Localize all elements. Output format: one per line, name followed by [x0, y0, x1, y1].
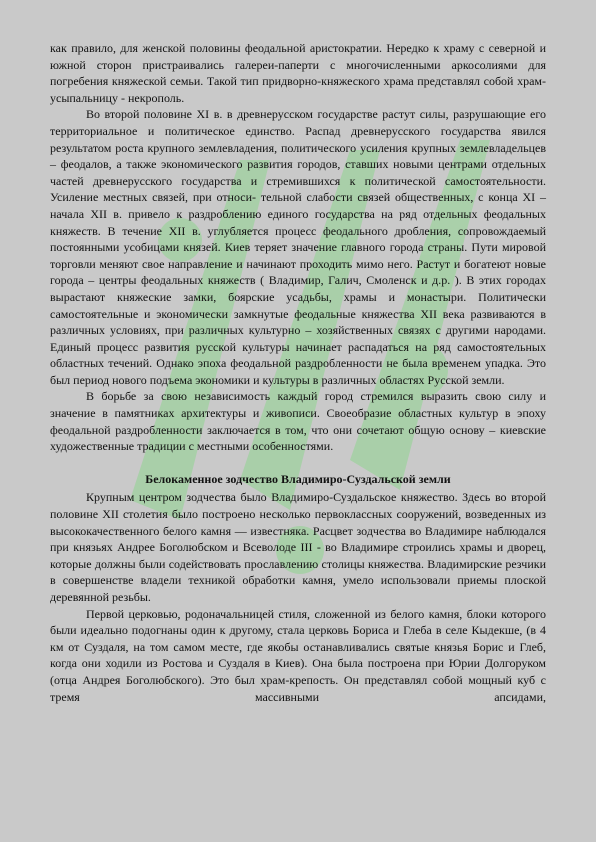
paragraph: Первой церковью, родоначальницей стиля, сложенной из белого камня, блоки которого были идеально подогнаны один к другому, стала церковь Бориса и Глеба в селе Кыдекше, (в 4 км от Суздаля, на том самом месте, где якобы останавливались святые князья Борис и Глеб, когда они ходили из Ростова и Суздаля в Киев). Она была построена при Юрии Долгоруком (отца Андрея Боголюбского). Это был храм-крепость. Он представлял собой мощный куб с тремя массивными апсидами,: [50, 606, 546, 704]
paragraph: Во второй половине XI в. в древнерусском государстве растут силы, разрушающие его территориальное и политическое единство. Распад древнерусского государства явился результатом роста крупного землевладения, политического усиления крупных землевладельцев – феодалов, а также экономического развития городов, ставших новыми центрами отдельных частей древнерусского государства и стремившихся к политической самостоятельности. Усиление местных связей, при относи- тельной слабости связей общественных, с конца XI –начала XII в. привело к раздроблению единого государства на ряд отдельных феодальных княжеств. В течение XII в. углубляется процесс феодального дробления, сопровождаемый постоянными усобицами князей. Киев теряет значение главного города страны. Пути мировой торговли меняют свое направление и начинают проходить мимо него. Растут и богатеют новые города – центры феодальных княжеств ( Владимир, Галич, Смоленск и д.р. ). В этих городах вырастают княжеские замки, боярские усадьбы, храмы и монастыри. Политически самостоятельные и экономически замкнутые феодальные княжества XII века развиваются в различных условиях, при различных культурно – хозяйственных связях с другими народами. Единый процесс развития русской культуры начинает распадаться на ряд самостоятельных областных течений. Однако эпоха феодальной раздробленности не была временем упадка. Это был период нового подъема экономики и культуры в различных областях Русской земли.: [50, 107, 546, 387]
paragraph: как правило, для женской половины феодальной аристократии. Нередко к храму с северной и южной сторон пристраивались галереи-паперти с многочисленными аркосолиями для погребения княжеской семьи. Такой тип придворно-княжеского храма представлял собой храм-усыпальницу - некрополь.: [50, 41, 546, 105]
document-body: [50, 40, 546, 705]
paragraph: Крупным центром зодчества было Владимиро-Суздальское княжество. Здесь во второй половине XII столетия было построено несколько первоклассных сооружений, возведенных из высококачественного белого камня — известняка. Расцвет зодчества во Владимире наблюдался при князьях Андрее Боголюбском и Всеволоде III - во Владимире строились храмы и дворец, которые должны были содействовать прославлению столицы княжества. Владимирские резчики в совершенстве владели техникой обработки камня, умело использовали приемы плоской деревянной резьбы.: [50, 490, 546, 604]
paragraph: В борьбе за свою независимость каждый город стремился выразить свою силу и значение в памятниках архитектуры и живописи. Своеобразие областных культур в эпоху феодальной раздробленности заключается в том, что они сочетают общую основу – киевские художественные традиции с местными особенностями.: [50, 389, 546, 454]
section-title: Белокаменное зодчество Владимиро-Суздальской земли: [145, 471, 451, 486]
